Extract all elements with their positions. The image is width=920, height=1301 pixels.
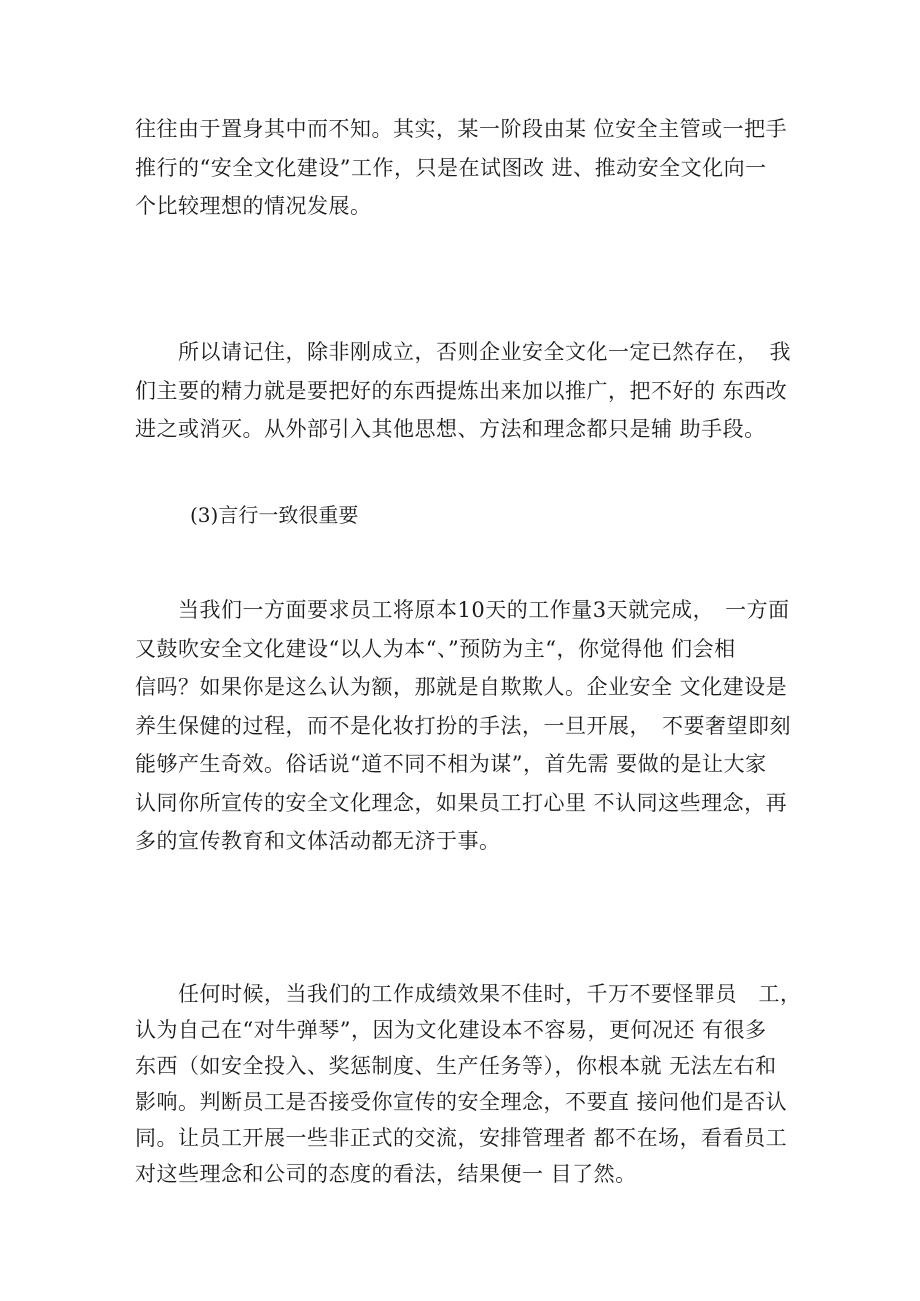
paragraph-4 bbox=[135, 976, 802, 1192]
paragraph-3 bbox=[135, 591, 795, 861]
text-line: 推行的“安全文化建设”工作，只是在试图改 进、推动安全文化向一 bbox=[135, 155, 767, 180]
text-line: 同。让员工开展一些非正式的交流，安排管理者 都不在场，看看员工 bbox=[135, 1126, 788, 1150]
text-line: 任何时候，当我们的工作成绩效果不佳时，千万不要怪罪员 工， bbox=[135, 982, 802, 1006]
paragraph-2 bbox=[135, 333, 795, 449]
text-line: 们主要的精力就是要把好的东西提炼出来加以推广，把不好的 东西改 bbox=[135, 378, 788, 403]
text-line: 个比较理想的情况发展。 bbox=[135, 194, 372, 218]
text-line: 多的宣传教育和文体活动都无济于事。 bbox=[135, 829, 501, 853]
text-line: 信吗？如果你是这么认为额，那就是自欺欺人。企业安全 文化建设是 bbox=[135, 675, 788, 699]
text-line: 认为自己在“对牛弹琴”，因为文化建设本不容易，更何况还 有很多 bbox=[135, 1018, 767, 1042]
text-line: 又鼓吹安全文化建设“以人为本“、”预防为主“，你觉得他 们会相 bbox=[135, 636, 736, 661]
paragraph-1 bbox=[135, 110, 795, 226]
text-line: 养生保健的过程，而不是化妆打扮的手法，一旦开展， 不要奢望即刻 bbox=[135, 713, 791, 738]
text-line: 对这些理念和公司的态度的看法，结果便一 目了然。 bbox=[135, 1162, 637, 1186]
text-line: 当我们一方面要求员工将原本10天的工作量3天就完成， 一方面 bbox=[135, 598, 790, 622]
text-line: 认同你所宣传的安全文化理念，如果员工打心里 不认同这些理念，再 bbox=[135, 790, 788, 815]
text-line: 影响。判断员工是否接受你宣传的安全理念，不要直 接问他们是否认 bbox=[135, 1090, 788, 1114]
text-line: 所以请记住，除非刚成立，否则企业安全文化一定已然存在， 我 bbox=[135, 340, 791, 364]
section-heading: (3)言行一致很重要 bbox=[190, 503, 359, 527]
text-line: 往往由于置身其中而不知。其实，某一阶段由某 位安全主管或一把手 bbox=[135, 117, 788, 141]
text-line: 进之或消灭。从外部引入其他思想、方法和理念都只是辅 助手段。 bbox=[135, 417, 766, 441]
text-line: 东西（如安全投入、奖惩制度、生产任务等），你根本就 无法左右和 bbox=[135, 1054, 777, 1078]
text-line: 能够产生奇效。俗话说“道不同不相为谋”，首先需 要做的是让大家 bbox=[135, 752, 767, 776]
